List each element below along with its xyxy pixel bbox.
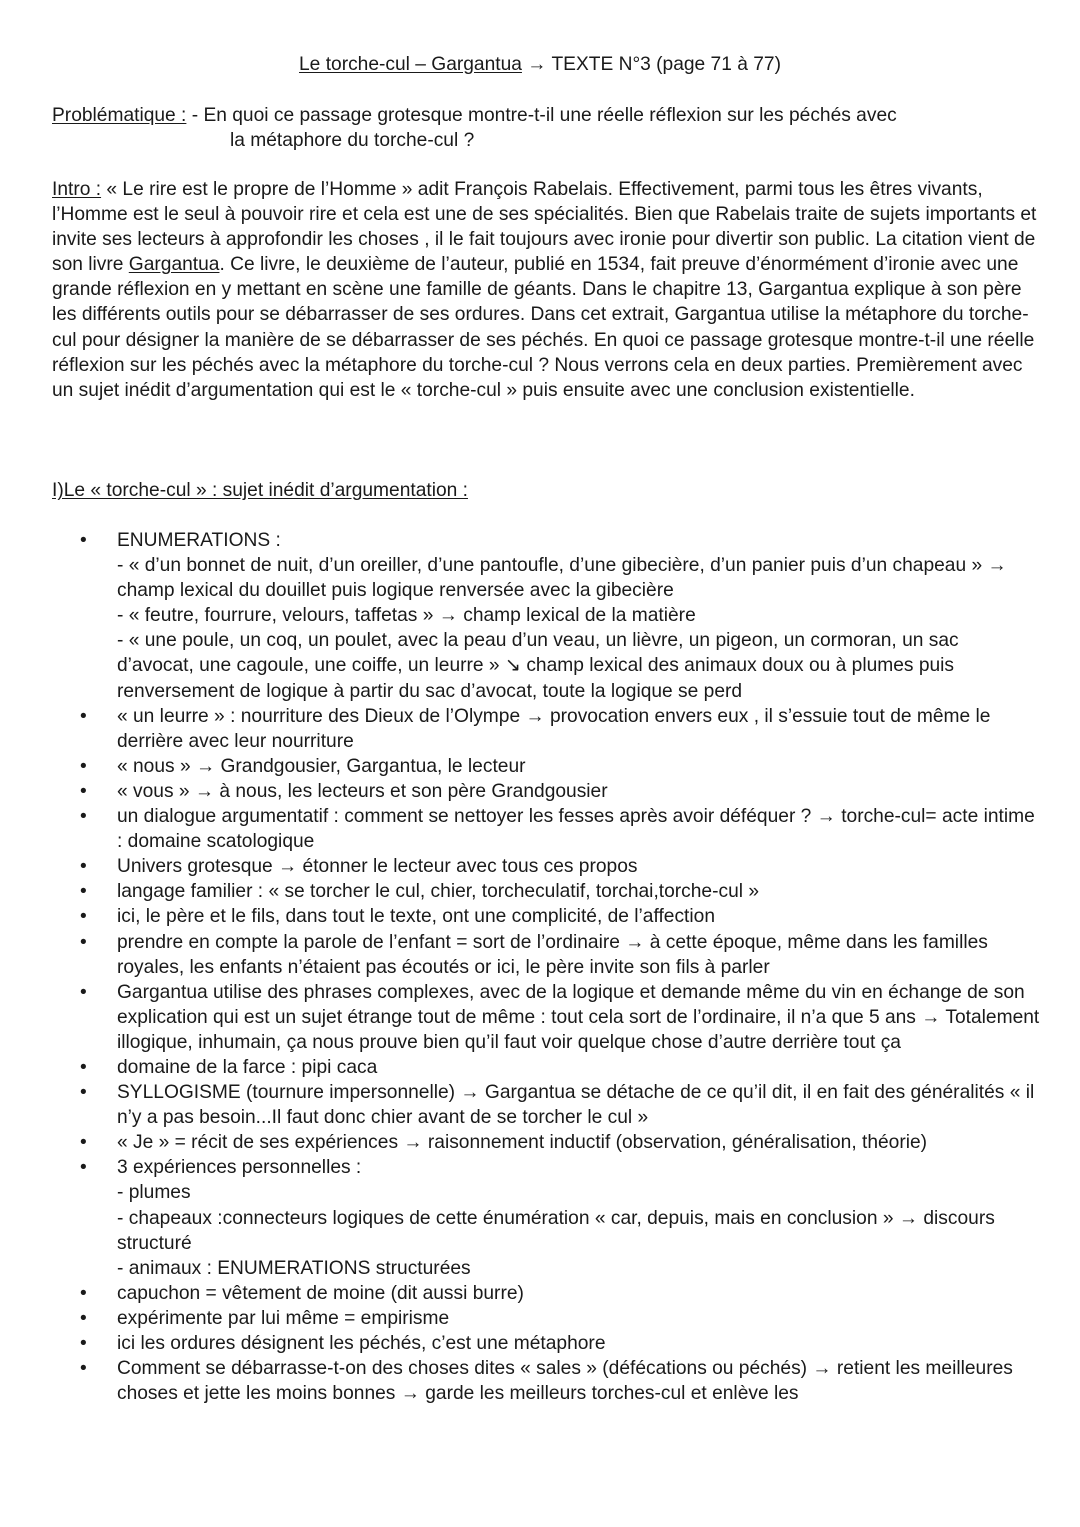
bullet-list [80, 528, 1040, 1406]
bullet-line: • un dialogue argumentatif : comment se nettoyer les fesses après avoir déféquer ? → torche-cul= acte intime : domaine scatologique [117, 806, 1035, 853]
bullet-line: • « nous » → Grandgousier, Gargantua, le lecteur [117, 755, 526, 777]
bullet-line: - « d’un bonnet de nuit, d’un oreiller, d’une pantoufle, d’une gibecière, d’un panier puis d’un chapeau » → champ lexical du douillet puis logique renversée avec la gibecière [117, 555, 1007, 602]
bullet-item [80, 1080, 1040, 1130]
bullet-item [80, 904, 1040, 929]
bullet-item [80, 1331, 1040, 1356]
bullet-item [80, 1281, 1040, 1306]
bullet-item [80, 1155, 1040, 1280]
intro-book-title: Gargantua [128, 254, 220, 276]
bullet-line: • domaine de la farce : pipi caca [117, 1056, 378, 1078]
section-heading: I)Le « torche-cul » : sujet inédit d’argumentation : [52, 480, 468, 501]
bullet-item [80, 1356, 1040, 1406]
bullet-item [80, 754, 1040, 779]
bullet-line: • prendre en compte la parole de l’enfant = sort de l’ordinaire → à cette époque, même dans les familles royales, les enfants n’étaient pas écoutés or ici, le père invite son fils à parler [117, 931, 988, 978]
bullet-item [80, 528, 1040, 704]
bullet-line: - plumes [117, 1182, 191, 1204]
bullet-line: • SYLLOGISME (tournure impersonnelle) → Gargantua se détache de ce qu’il dit, il en fait des généralités « il n’y a pas besoin...Il faut donc chier avant de se torcher le cul » [117, 1082, 1035, 1129]
title-main: Le torche-cul – Gargantua [299, 54, 522, 75]
bullet-line: • 3 expériences personnelles : [117, 1157, 362, 1179]
bullet-item [80, 704, 1040, 754]
bullet-line: • langage familier : « se torcher le cul, chier, torcheculatif, torchai,torche-cul » [117, 881, 760, 903]
bullet-line: • Univers grotesque → étonner le lecteur avec tous ces propos [117, 856, 638, 878]
bullet-item [80, 879, 1040, 904]
problematique-line-2: la métaphore du torche-cul ? [230, 130, 475, 152]
bullet-line: • expérimente par lui même = empirisme [117, 1307, 450, 1329]
bullet-line: • Gargantua utilise des phrases complexes, avec de la logique et demande même du vin en échange de son explication qui est un sujet étrange tout de même : tout cela sort de l’ordinaire, il n’a que 5 ans → Totalement illogique, inhumain, ça nous prouve bien qu’il faut voir quelque chose d’autre derrière tout ça [117, 981, 1040, 1053]
bullet-line: - animaux : ENUMERATIONS structurées [117, 1257, 471, 1279]
bullet-line: • « un leurre » : nourriture des Dieux de l’Olympe → provocation envers eux , il s’essuie tout de même le derrière avec leur nourriture [117, 705, 991, 752]
problematique-block [52, 103, 1042, 153]
bullet-item [80, 930, 1040, 980]
bullet-line: • « Je » = récit de ses expériences → raisonnement inductif (observation, généralisation, théorie) [117, 1132, 928, 1154]
bullet-item [80, 980, 1040, 1055]
bullet-line: - « une poule, un coq, un poulet, avec la peau d’un veau, un lièvre, un pigeon, un cormoran, un sac d’avocat, une cagoule, une coiffe, un leurre » ↘ champ lexical des animaux doux ou à plumes puis renversement de logique à partir du sac d’avocat, toute la logique se perd [117, 630, 959, 702]
intro-paragraph [52, 177, 1042, 403]
intro-text-2: . Ce livre, le deuxième de l’auteur, publié en 1534, fait preuve d’énormément d’ironie avec une grande réflexion en y mettant en scène une famille de géants. Dans le chapitre 13, Gargantua explique à son père les différents outils pour se débarrasser de ses ordures. Dans cet extrait, Gargantua utilise la métaphore du torche-cul pour désigner la manière de se débarrasser de ses péchés. En quoi ce passage grotesque montre-t-il une réelle réflexion sur les péchés avec la métaphore du torche-cul ? Nous verrons cela en deux parties. Premièrement avec un sujet inédit d’argumentation qui est le « torche-cul » puis ensuite avec une conclusion existentielle. [52, 254, 1035, 401]
bullet-item [80, 1306, 1040, 1331]
intro-block [52, 177, 1042, 403]
bullet-line: - « feutre, fourrure, velours, taffetas » → champ lexical de la matière [117, 605, 696, 627]
bullet-line: • ENUMERATIONS : [117, 530, 281, 551]
problematique-line-1: - En quoi ce passage grotesque montre-t-il une réelle réflexion sur les péchés avec [186, 105, 897, 126]
page-title [0, 52, 1080, 77]
intro-label: Intro : [52, 179, 102, 200]
intro-text-1: « Le rire est le propre de l’Homme » adit François Rabelais. Effectivement, parmi tous les êtres vivants, l’Homme est le seul à pouvoir rire et cela est une de ses spécialités. Bien que Rabelais traite de sujets importants et invite ses lecteurs à approfondir les choses , il le fait toujours avec ironie pour divertir son public. La citation vient de son livre [52, 179, 1037, 276]
bullet-line: • capuchon = vêtement de moine (dit aussi burre) [117, 1282, 524, 1304]
bullet-line: • ici les ordures désignent les péchés, c’est une métaphore [117, 1333, 606, 1354]
problematique-label: Problématique : [52, 105, 187, 126]
bullet-line: • ici, le père et le fils, dans tout le texte, ont une complicité, de l’affection [117, 906, 715, 928]
bullet-line: • Comment se débarrasse-t-on des choses dites « sales » (défécations ou péchés) → retient les meilleures choses et jette les moins bonnes → garde les meilleurs torches-cul et enlève les [117, 1358, 1013, 1405]
title-reference: → TEXTE N°3 (page 71 à 77) [521, 54, 781, 75]
bullet-item [80, 1055, 1040, 1080]
bullet-line: - chapeaux :connecteurs logiques de cette énumération « car, depuis, mais en conclusion » → discours structuré [117, 1207, 995, 1254]
bullet-item [80, 854, 1040, 879]
bullet-item [80, 804, 1040, 854]
bullet-line: • « vous » → à nous, les lecteurs et son père Grandgousier [117, 780, 608, 802]
bullet-item [80, 1130, 1040, 1155]
bullet-item [80, 779, 1040, 804]
